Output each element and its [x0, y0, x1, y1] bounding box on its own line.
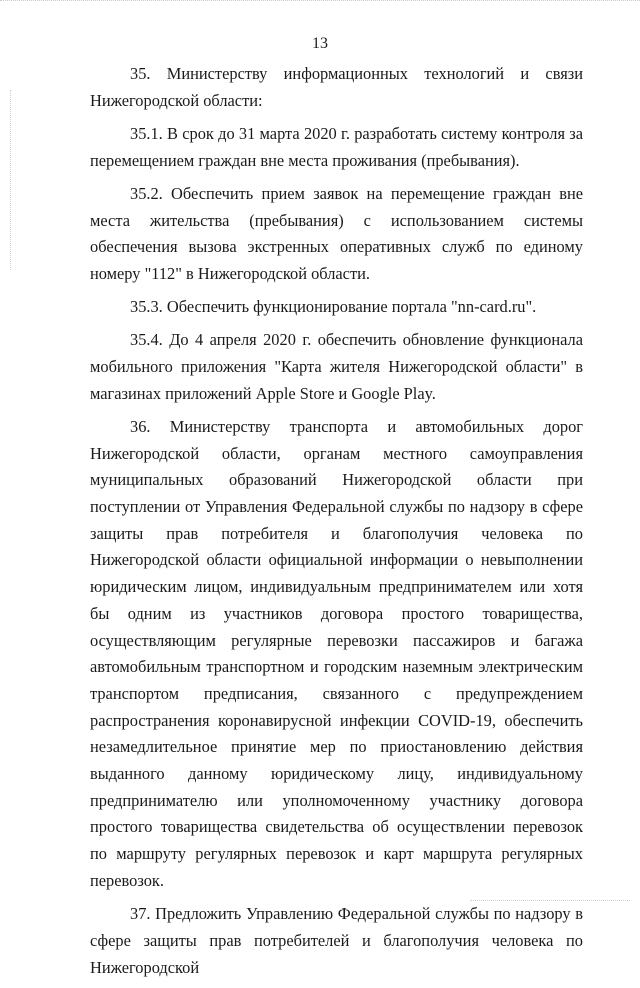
paragraph-35-2: 35.2. Обеспечить прием заявок на перемещение граждан вне места жительства (пребывания) с использованием системы обеспечения вызова экстренных оперативных служб по единому номеру "112" в Нижегородской области.: [90, 183, 583, 283]
paragraph-35: 35. Министерству информационных технологий и связи Нижегородской области:: [90, 64, 583, 110]
paragraph-37: 37. Предложить Управлению Федеральной службы по надзору в сфере защиты прав потребителей и благополучия человека по Нижегородской: [90, 904, 583, 977]
scan-edge-top: [0, 0, 640, 7]
document-body: [90, 61, 583, 988]
page-number: 13: [312, 35, 328, 52]
scan-edge-left: [10, 90, 11, 270]
paragraph-36: 36. Министерству транспорта и автомобильных дорог Нижегородской области, органам местного самоуправления муниципальных образований Нижегородской области при поступлении от Управления Федеральной службы по надзору в сфере защиты прав потребителя и благополучия человека по Нижегородской области официальной информации о невыполнении юридическим лицом, индивидуальным предпринимателем или хотя бы одним из участников договора простого товарищества, осуществляющим регулярные перевозки пассажиров и багажа автомобильным транспортном и городским наземным электрическим транспортом предписания, связанного с предупреждением распространения коронавирусной инфекции COVID-19, обеспечить незамедлительное принятие мер по приостановлению действия выданного данному юридическому лицу, индивидуальному предпринимателю или уполномоченному участнику договора простого товарищества свидетельства об осуществлении перевозок по маршруту регулярных перевозок и карт маршрута регулярных перевозок.: [90, 416, 583, 890]
paragraph-35-3: 35.3. Обеспечить функционирование портала "nn-card.ru".: [130, 297, 537, 317]
paragraph-35-4: 35.4. До 4 апреля 2020 г. обеспечить обновление функционала мобильного приложения "Карта жителя Нижегородской области" в магазинах приложений Apple Store и Google Play.: [90, 330, 583, 403]
paragraph-35-1: 35.1. В срок до 31 марта 2020 г. разработать систему контроля за перемещением граждан вне места проживания (пребывания).: [90, 123, 583, 170]
